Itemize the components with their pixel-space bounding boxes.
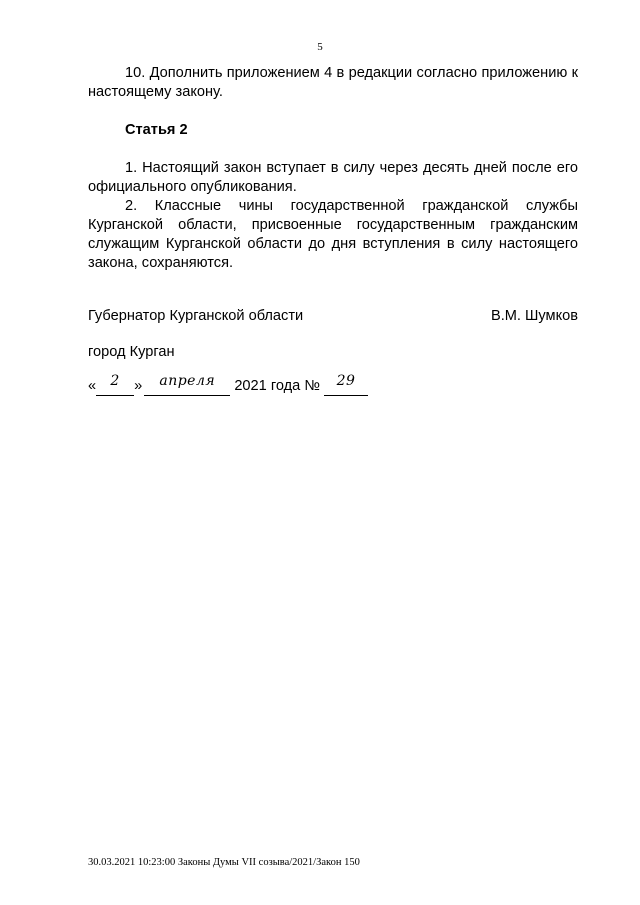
date-day-handwritten: 2 (110, 373, 120, 389)
document-body (88, 64, 578, 273)
signature-block (88, 307, 578, 326)
city: город Курган (88, 344, 175, 360)
law-number-handwritten: 29 (336, 373, 356, 389)
date-close-quote: » (134, 378, 143, 394)
footer-metadata: 30.03.2021 10:23:00 Законы Думы VII созыва/2021/Закон 150 (88, 857, 360, 868)
signatory-name: В.М. Шумков (490, 308, 578, 324)
article-2-title: Статья 2 (125, 122, 188, 138)
date-month-blank (144, 373, 230, 396)
date-open-quote: « (88, 378, 97, 394)
law-number-blank (324, 373, 368, 396)
date-line (88, 373, 368, 396)
signatory-position: Губернатор Курганской области (88, 308, 304, 324)
date-month-handwritten: апреля (159, 373, 216, 389)
article-2-paragraph-1: 1. Настоящий закон вступает в силу через десять дней после его официального опубликования. (88, 160, 578, 195)
page-number: 5 (317, 41, 323, 53)
date-day-blank (96, 373, 134, 396)
date-year-text: 2021 года № (234, 378, 320, 394)
article-2-paragraph-2: 2. Классные чины государственной гражданской службы Курганской области, присвоенные государственным гражданским служащим Курганской области до дня вступления в силу настоящего закона, сохраняются. (88, 198, 578, 271)
item-10-paragraph: 10. Дополнить приложением 4 в редакции согласно приложению к настоящему закону. (88, 65, 578, 100)
